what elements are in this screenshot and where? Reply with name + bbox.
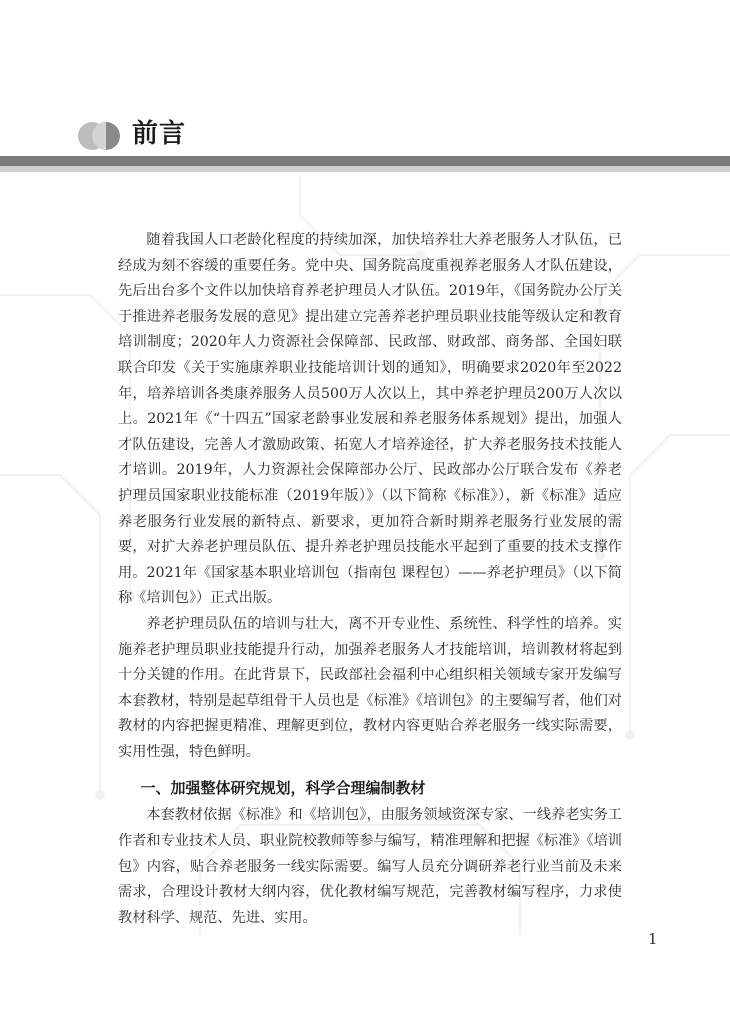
page-number: 1 xyxy=(648,930,658,948)
paragraph: 本套教材依据《标准》和《培训包》，由服务领域资深专家、一线养老实务工作者和专业技术人员、职业院校教师等参与编写，精准理解和把握《标准》《培训包》内容，贴合养老服务一线实际需要。编写人员充分调研养老行业当前及未来需求，合理设计教材大纲内容，优化教材编写规范，完善教材编写程序，力求使教材科学、规范、先进、实用。 xyxy=(118,807,622,926)
page-title: 前言 xyxy=(132,119,187,149)
paragraph: 随着我国人口老龄化程度的持续加深，加快培养壮大养老服务人才队伍，已经成为刻不容缓的重要任务。党中央、国务院高度重视养老服务人才队伍建设，先后出台多个文件以加快培育养老护理员人才队伍。2019年，《国务院办公厅关于推进养老服务发展的意见》提出建立完善养老护理员职业技能等级认定和教育培训制度；2020年人力资源社会保障部、民政部、财政部、商务部、全国妇联联合印发《关于实施康养职业技能培训计划的通知》，明确要求2020年至2022年，培养培训各类康养服务人员500万人次以上，其中养老护理员200万人次以上。2021年《“十四五”国家老龄事业发展和养老服务体系规划》提出，加强人才队伍建设，完善人才激励政策、拓宽人才培养途径，扩大养老服务技术技能人才培训。2019年，人力资源社会保障部办公厅、民政部办公厅联合发布《养老护理员国家职业技能标准（2019年版）》（以下简称《标准》），新《标准》适应养老服务行业发展的新特点、新要求，更加符合新时期养老服务行业发展的需要，对扩大养老护理员队伍、提升养老护理员技能水平起到了重要的技术支撑作用。2021年《国家基本职业培训包（指南包 课程包）——养老护理员》（以下简称《培训包》）正式出版。 xyxy=(118,232,622,607)
page-header xyxy=(0,0,730,200)
header-band-dark xyxy=(0,156,730,166)
paragraph: 养老护理员队伍的培训与壮大，离不开专业性、系统性、科学性的培养。实施养老护理员职业技能提升行动，加强养老服务人才技能培训，培训教材将起到十分关键的作用。在此背景下，民政部社会福利中心组织相关领域专家开发编写本套教材，特别是起草组骨干人员也是《标准》《培训包》的主要编写者，他们对教材的内容把握更精准、理解更到位，教材内容更贴合养老服务一线实际需要，实用性强，特色鲜明。 xyxy=(118,615,622,760)
header-band-light xyxy=(0,166,730,172)
section-heading: 一、加强整体研究规划，科学合理编制教材 xyxy=(140,779,426,798)
decorative-circles-icon xyxy=(78,122,126,152)
preface-body xyxy=(118,228,622,931)
